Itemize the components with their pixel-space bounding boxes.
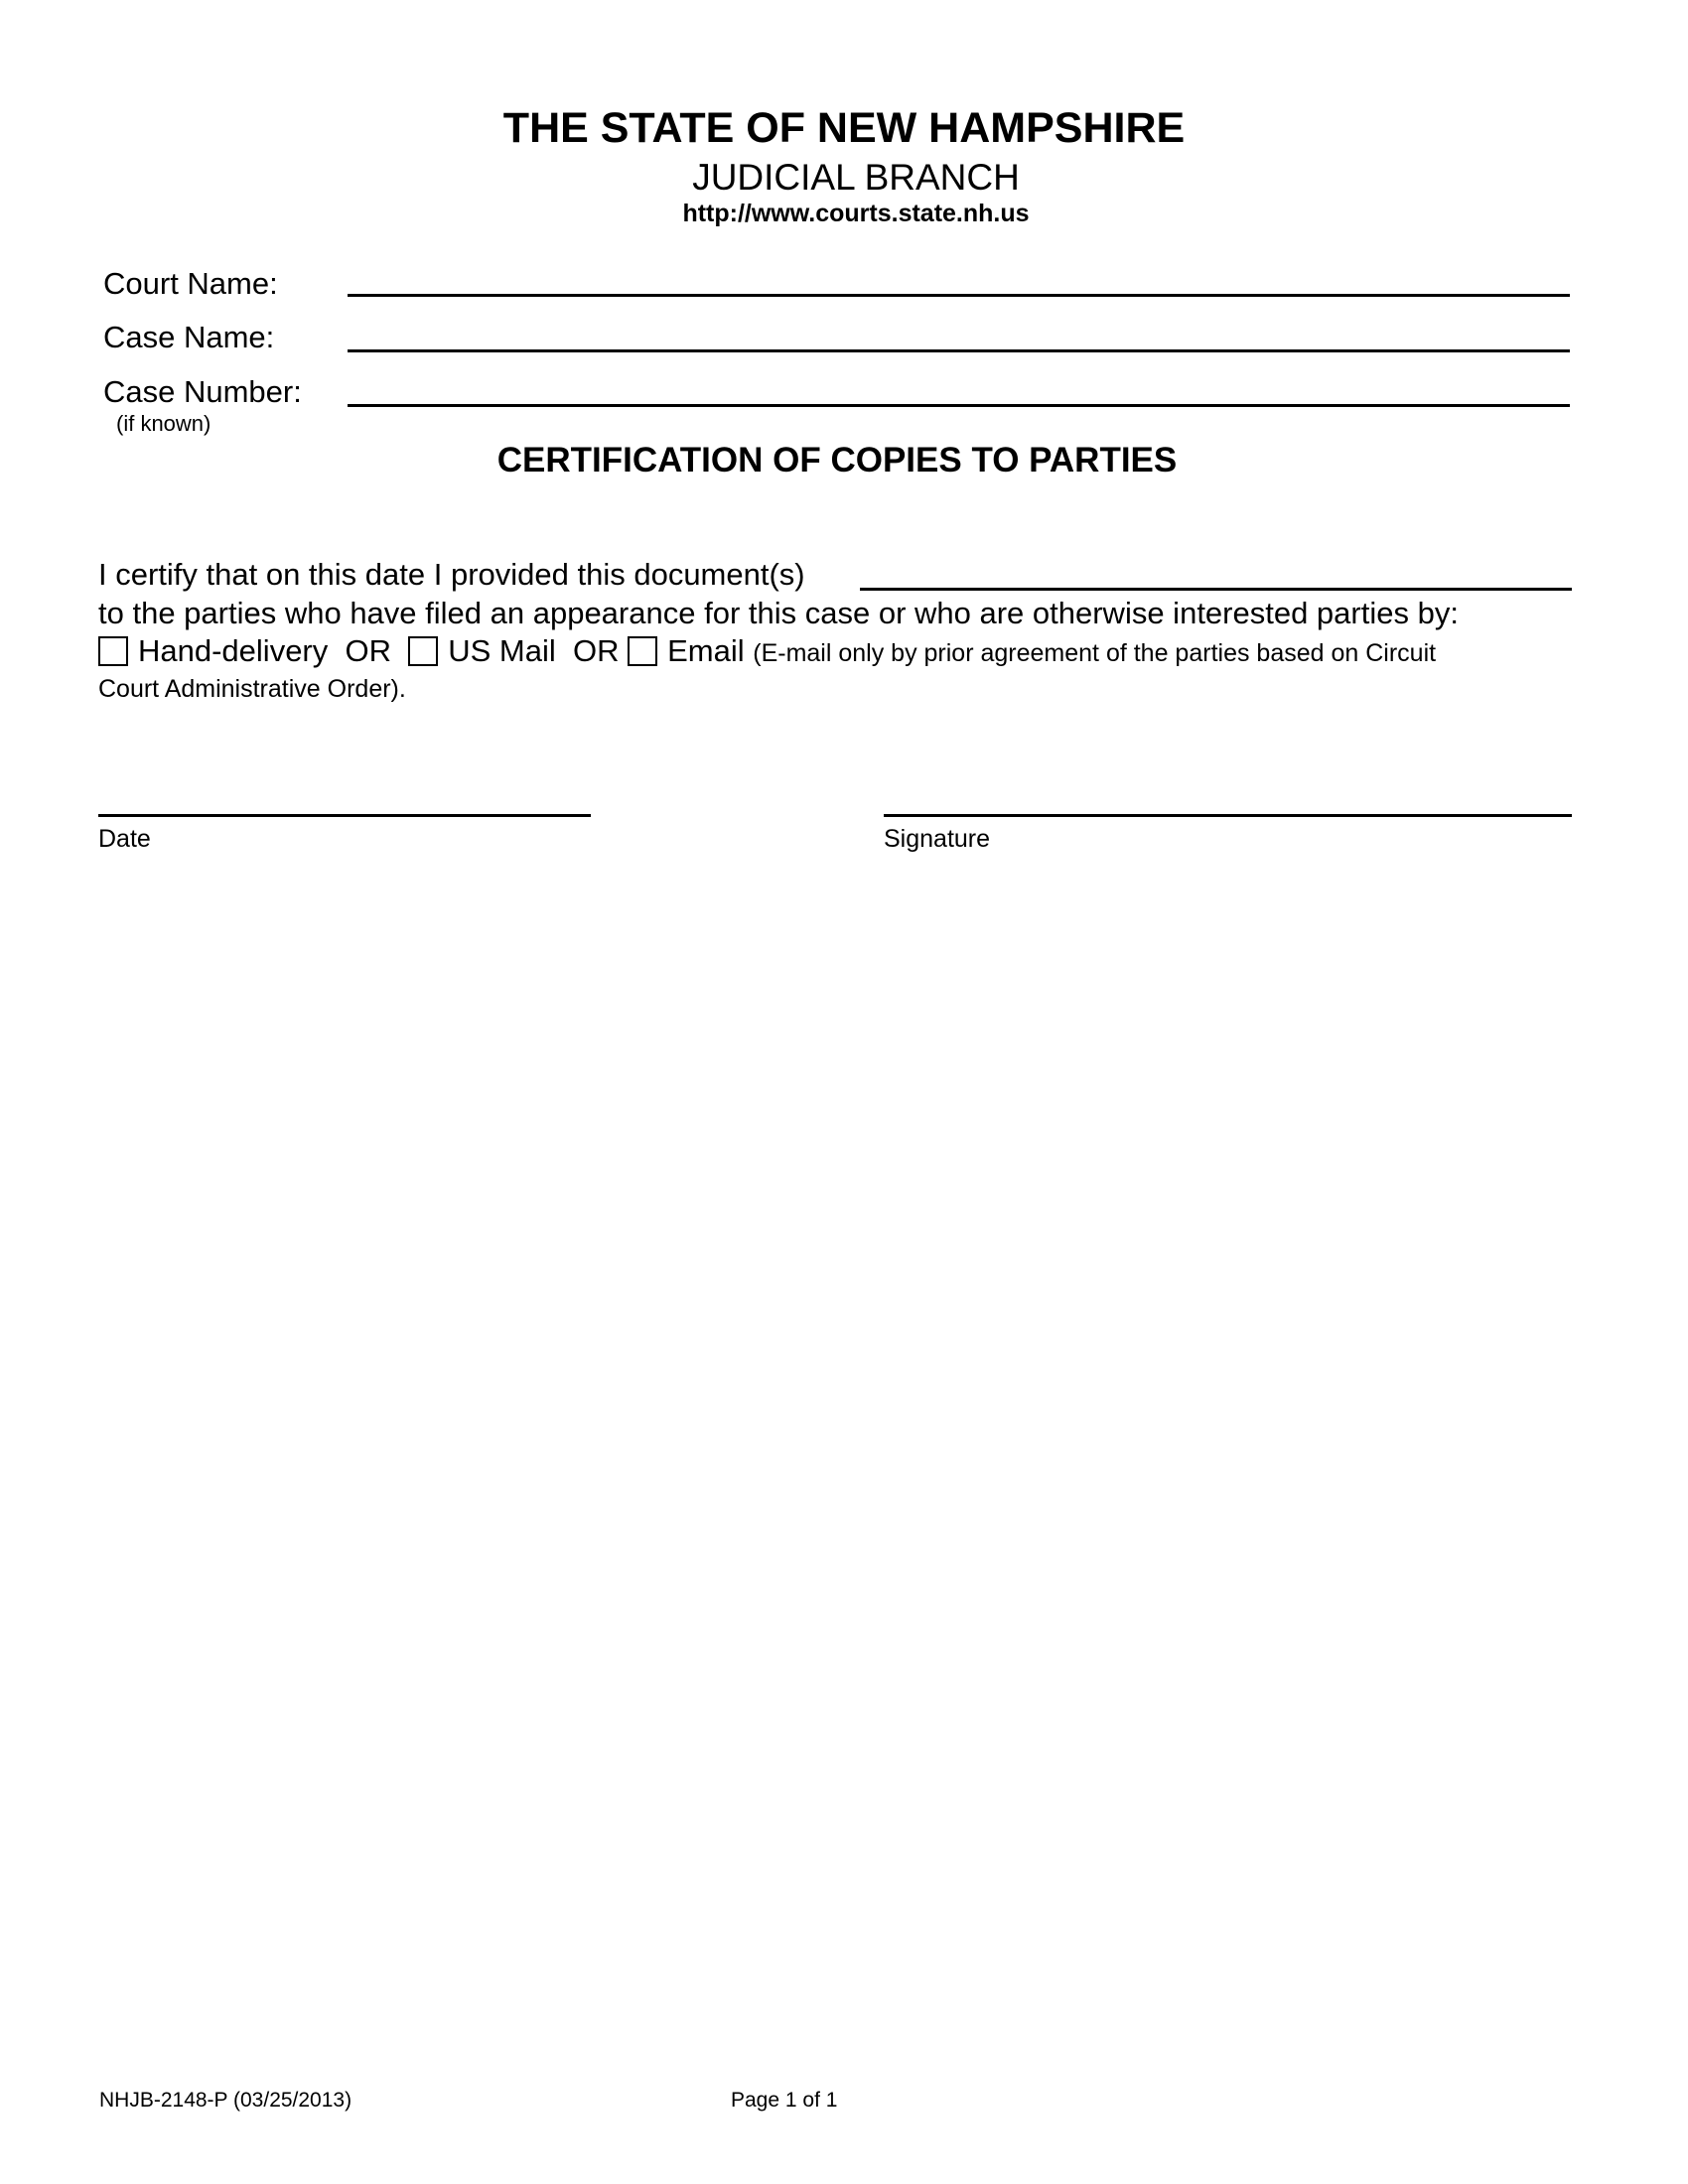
case-name-field[interactable]	[348, 349, 1570, 352]
documents-field[interactable]	[860, 588, 1572, 591]
case-number-label: Case Number:	[103, 374, 302, 409]
signature-field[interactable]	[884, 814, 1572, 817]
court-name-field[interactable]	[348, 294, 1570, 297]
state-title: THE STATE OF NEW HAMPSHIRE	[502, 104, 1186, 152]
us-mail-checkbox[interactable]	[408, 636, 438, 666]
court-name-label: Court Name:	[103, 266, 278, 301]
us-mail-label: US Mail	[448, 633, 556, 668]
form-title: CERTIFICATION OF COPIES TO PARTIES	[496, 441, 1178, 479]
case-number-field[interactable]	[348, 404, 1570, 407]
email-checkbox[interactable]	[628, 636, 657, 666]
delivery-options	[98, 635, 1436, 666]
case-name-label: Case Name:	[103, 320, 275, 354]
email-note: (E-mail only by prior agreement of the parties based on Circuit	[753, 639, 1437, 667]
page-number: Page 1 of 1	[731, 2089, 838, 2112]
or-text: OR	[345, 633, 391, 668]
or-text: OR	[572, 633, 620, 668]
signature-label: Signature	[884, 825, 991, 853]
certify-text: I certify that on this date I provided this document(s)	[98, 557, 805, 592]
hand-delivery-checkbox[interactable]	[98, 636, 128, 666]
date-label: Date	[98, 825, 151, 853]
certify-text-2: to the parties who have filed an appearance for this case or who are otherwise interested parties by:	[98, 596, 1459, 630]
email-label: Email	[667, 633, 745, 668]
email-note-2: Court Administrative Order).	[98, 675, 406, 703]
if-known-note: (if known)	[116, 411, 211, 436]
form-id: NHJB-2148-P (03/25/2013)	[99, 2089, 352, 2112]
date-field[interactable]	[98, 814, 591, 817]
court-url: http://www.courts.state.nh.us	[682, 200, 1030, 227]
hand-delivery-label: Hand-delivery	[138, 633, 329, 668]
branch-subtitle: JUDICIAL BRANCH	[692, 157, 1020, 198]
